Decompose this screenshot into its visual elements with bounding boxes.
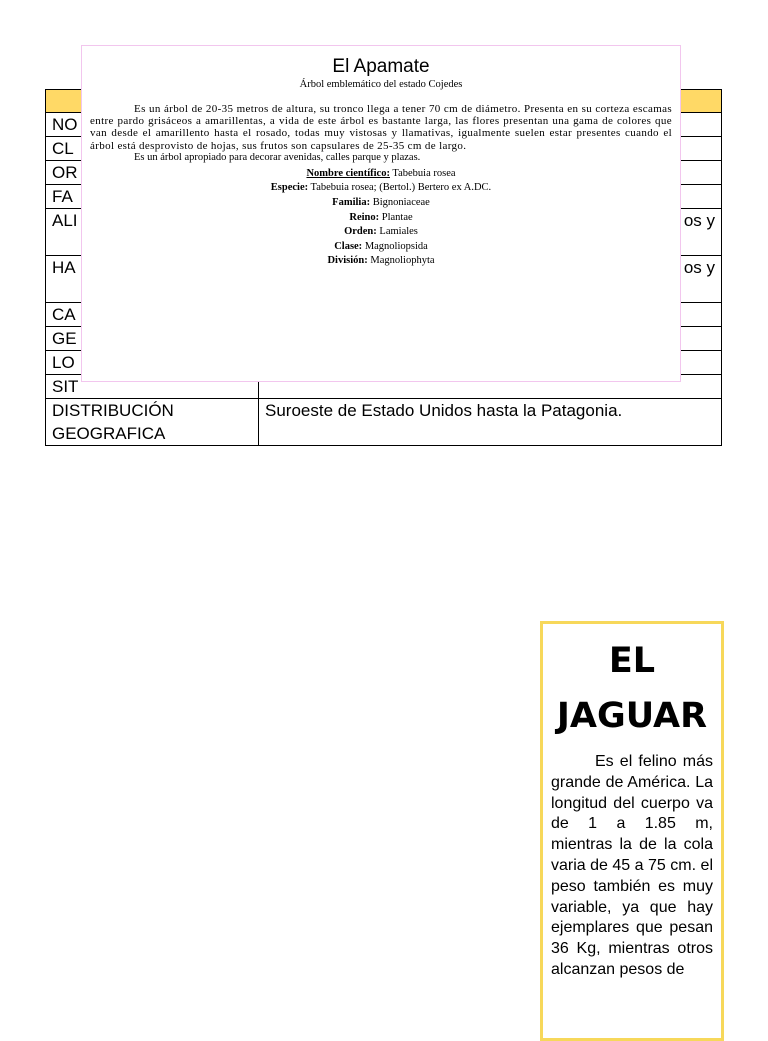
row-value: Suroeste de Estado Unidos hasta la Patagonia. (259, 399, 722, 446)
fact-value: Magnoliopsida (362, 240, 428, 252)
fact-value: Tabebuia rosea; (Bertol.) Bertero ex A.DC. (308, 182, 492, 194)
description-paragraph: Es un árbol de 20-35 metros de altura, su tronco llega a tener 70 cm de diámetro. Presenta en su corteza escamas entre pardo grisáceos a amarillentas, a vida de este árbol es bastante larga, las flores presentan una gama de colores que van desde el amarillento hasta el rosado, todas muy vistosas y llamativas, igualmente suelen estar presentes cuando el árbol está desprovisto de hojas, sus frutos son capsulares de 25-35 cm de largo. (90, 103, 672, 152)
fact-label: División: (327, 255, 368, 267)
fact-value: Bignoniaceae (370, 197, 430, 208)
row-label: CL (46, 137, 259, 161)
fact-label: Orden: (344, 226, 377, 238)
fact-scientific-name (90, 167, 672, 182)
fact-value: Magnoliophyta (367, 255, 435, 267)
fact-kingdom (90, 211, 672, 226)
row-value: os y (259, 256, 722, 303)
fact-value: Lamiales (376, 226, 418, 238)
jaguar-title-line: EL (608, 641, 656, 681)
row-label: HA (46, 256, 259, 303)
row-label: ALI (46, 209, 259, 256)
usage-paragraph: Es un árbol apropiado para decorar avenidas, calles parque y plazas. (134, 151, 421, 163)
jaguar-description: Es el felino más grande de América. La longitud del cuerpo va de 1 a 1.85 m, mientras la de la cola varia de 45 a 75 cm. el peso también es muy variable, ya que hay ejemplares que pesan 36 Kg, mientras otros alcanzan pesos de (551, 753, 713, 978)
fact-division (90, 254, 672, 269)
jaguar-title-line: JAGUAR (556, 696, 708, 736)
fact-family (90, 196, 672, 211)
fact-value: Tabebuia rosea (389, 167, 456, 179)
card-subtitle: Árbol emblemático del estado Cojedes (299, 79, 463, 90)
row-label: CA (46, 303, 259, 327)
fact-class (90, 240, 672, 255)
fact-label: Reino: (349, 211, 380, 223)
row-label: DISTRIBUCIÓN GEOGRAFICA (46, 399, 259, 446)
row-label: SIT (46, 375, 259, 399)
fact-label: Especie: (270, 182, 309, 194)
row-label: LO (46, 351, 259, 375)
row-label: FA (46, 185, 259, 209)
taxonomy-list (90, 167, 672, 269)
row-label: GE (46, 327, 259, 351)
fact-label: Clase: (334, 240, 363, 252)
table-row (46, 399, 722, 446)
fact-species (90, 181, 672, 196)
row-label: OR (46, 161, 259, 185)
card-title: El Apamate (332, 56, 430, 77)
jaguar-title (543, 634, 721, 744)
fact-order (90, 225, 672, 240)
row-value: os y (259, 209, 722, 256)
apamate-card (81, 45, 681, 382)
fact-value: Plantae (379, 211, 413, 223)
row-label: NO (46, 113, 259, 137)
fact-label: Nombre científico: (306, 167, 390, 179)
fact-label: Familia: (332, 197, 371, 208)
jaguar-box (540, 621, 724, 1041)
